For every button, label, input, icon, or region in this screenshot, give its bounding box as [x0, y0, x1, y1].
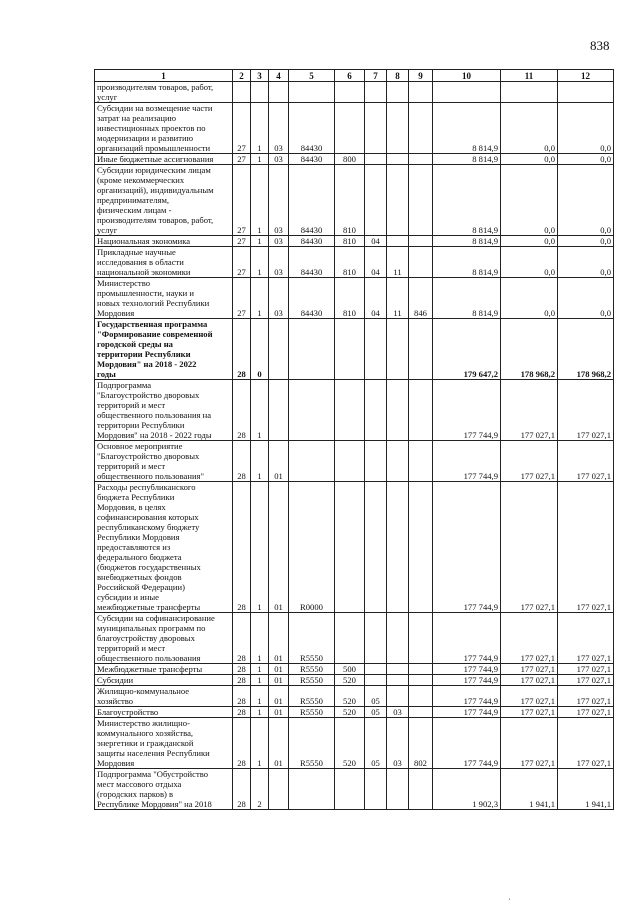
cell-8: [387, 103, 409, 154]
column-header: 8: [387, 70, 409, 82]
cell-10: 177 744,9: [433, 686, 501, 707]
cell-8: [387, 236, 409, 247]
table-row: [95, 154, 614, 165]
table-row: [95, 686, 614, 707]
cell-5: [289, 769, 335, 810]
cell-2: 28: [233, 769, 251, 810]
cell-12: 0,0: [558, 247, 614, 278]
cell-3: 1: [251, 686, 269, 707]
column-header: 9: [409, 70, 433, 82]
cell-2: 28: [233, 718, 251, 769]
cell-8: [387, 154, 409, 165]
cell-4: [269, 319, 289, 380]
table-row: [95, 664, 614, 675]
cell-10: 8 814,9: [433, 103, 501, 154]
table-row: [95, 380, 614, 441]
cell-4: 01: [269, 675, 289, 686]
table-row: [95, 482, 614, 613]
cell-2: 27: [233, 154, 251, 165]
cell-3: 1: [251, 482, 269, 613]
cell-10: 177 744,9: [433, 380, 501, 441]
cell-3: 0: [251, 319, 269, 380]
table-row: [95, 247, 614, 278]
table-row: [95, 675, 614, 686]
cell-8: [387, 482, 409, 613]
cell-12: 177 027,1: [558, 380, 614, 441]
cell-7: 05: [365, 686, 387, 707]
row-label: Подпрограмма "Благоустройство дворовых территорий и мест общественного пользования на территории Республики Мордовия" на 2018 - 2022 годы: [95, 380, 233, 441]
cell-10: 8 814,9: [433, 154, 501, 165]
cell-4: [269, 82, 289, 103]
cell-9: [409, 103, 433, 154]
cell-3: 1: [251, 165, 269, 236]
cell-8: [387, 664, 409, 675]
cell-12: 0,0: [558, 236, 614, 247]
cell-7: [365, 769, 387, 810]
cell-3: 1: [251, 103, 269, 154]
cell-11: 0,0: [501, 154, 558, 165]
column-header: 4: [269, 70, 289, 82]
cell-4: 01: [269, 613, 289, 664]
cell-5: R0000: [289, 482, 335, 613]
cell-9: 802: [409, 718, 433, 769]
cell-3: 1: [251, 707, 269, 718]
cell-12: 177 027,1: [558, 686, 614, 707]
cell-9: [409, 675, 433, 686]
cell-12: 178 968,2: [558, 319, 614, 380]
cell-6: 520: [335, 718, 365, 769]
cell-6: [335, 441, 365, 482]
cell-10: 177 744,9: [433, 675, 501, 686]
cell-5: R5550: [289, 718, 335, 769]
table-row: [95, 707, 614, 718]
cell-11: 0,0: [501, 247, 558, 278]
cell-6: 810: [335, 247, 365, 278]
cell-5: R5550: [289, 675, 335, 686]
cell-5: 84430: [289, 247, 335, 278]
cell-5: 84430: [289, 278, 335, 319]
cell-7: [365, 675, 387, 686]
cell-11: 177 027,1: [501, 664, 558, 675]
row-label: Государственная программа "Формирование современной городской среды на территории Республики Мордовия" на 2018 - 2022 годы: [95, 319, 233, 380]
cell-10: 177 744,9: [433, 613, 501, 664]
cell-11: 0,0: [501, 165, 558, 236]
cell-12: 0,0: [558, 103, 614, 154]
row-label: Межбюджетные трансферты: [95, 664, 233, 675]
cell-6: [335, 103, 365, 154]
cell-9: [409, 482, 433, 613]
cell-6: 520: [335, 686, 365, 707]
cell-9: [409, 441, 433, 482]
cell-8: 11: [387, 247, 409, 278]
cell-8: [387, 613, 409, 664]
cell-8: [387, 441, 409, 482]
cell-12: 1 941,1: [558, 769, 614, 810]
cell-7: [365, 82, 387, 103]
table-row: [95, 613, 614, 664]
table-row: [95, 82, 614, 103]
table-row: [95, 236, 614, 247]
cell-7: [365, 482, 387, 613]
cell-6: [335, 82, 365, 103]
cell-9: [409, 707, 433, 718]
cell-11: 178 968,2: [501, 319, 558, 380]
cell-8: 03: [387, 707, 409, 718]
cell-8: 11: [387, 278, 409, 319]
cell-6: [335, 319, 365, 380]
cell-11: 1 941,1: [501, 769, 558, 810]
budget-table: [94, 69, 614, 810]
cell-12: 177 027,1: [558, 482, 614, 613]
cell-7: 04: [365, 247, 387, 278]
cell-6: 800: [335, 154, 365, 165]
cell-2: 28: [233, 613, 251, 664]
cell-2: 28: [233, 441, 251, 482]
cell-5: [289, 441, 335, 482]
cell-2: 28: [233, 319, 251, 380]
page-number: 838: [590, 38, 610, 53]
cell-4: 03: [269, 103, 289, 154]
cell-12: 177 027,1: [558, 718, 614, 769]
table-row: [95, 165, 614, 236]
cell-11: [501, 82, 558, 103]
cell-8: [387, 769, 409, 810]
cell-5: 84430: [289, 165, 335, 236]
table-row: [95, 319, 614, 380]
cell-12: 0,0: [558, 278, 614, 319]
cell-4: [269, 380, 289, 441]
cell-6: 810: [335, 278, 365, 319]
cell-11: 177 027,1: [501, 707, 558, 718]
cell-12: 177 027,1: [558, 707, 614, 718]
cell-3: 1: [251, 675, 269, 686]
cell-9: [409, 154, 433, 165]
cell-12: 177 027,1: [558, 441, 614, 482]
cell-11: 177 027,1: [501, 686, 558, 707]
cell-3: 2: [251, 769, 269, 810]
cell-2: 27: [233, 278, 251, 319]
cell-9: [409, 247, 433, 278]
cell-9: 846: [409, 278, 433, 319]
column-header: 11: [501, 70, 558, 82]
cell-12: 0,0: [558, 154, 614, 165]
cell-7: [365, 664, 387, 675]
cell-11: 177 027,1: [501, 441, 558, 482]
cell-4: 03: [269, 247, 289, 278]
cell-7: [365, 441, 387, 482]
cell-9: [409, 82, 433, 103]
cell-9: [409, 380, 433, 441]
cell-5: R5550: [289, 707, 335, 718]
cell-6: 520: [335, 675, 365, 686]
cell-6: [335, 769, 365, 810]
cell-7: 04: [365, 236, 387, 247]
row-label: Прикладные научные исследования в области национальной экономики: [95, 247, 233, 278]
cell-12: 0,0: [558, 165, 614, 236]
cell-11: 177 027,1: [501, 380, 558, 441]
table-row: [95, 441, 614, 482]
row-label: Подпрограмма "Обустройство мест массового отдыха (городских парков) в Республике Мордовия" на 2018: [95, 769, 233, 810]
column-header: 3: [251, 70, 269, 82]
cell-10: 177 744,9: [433, 441, 501, 482]
cell-7: [365, 319, 387, 380]
row-label: Иные бюджетные ассигнования: [95, 154, 233, 165]
cell-2: 27: [233, 247, 251, 278]
cell-5: [289, 82, 335, 103]
cell-10: [433, 82, 501, 103]
cell-9: [409, 319, 433, 380]
cell-2: 28: [233, 482, 251, 613]
cell-9: [409, 613, 433, 664]
cell-11: 177 027,1: [501, 675, 558, 686]
cell-11: 177 027,1: [501, 482, 558, 613]
cell-3: 1: [251, 380, 269, 441]
cell-12: [558, 82, 614, 103]
cell-12: 177 027,1: [558, 664, 614, 675]
cell-10: 8 814,9: [433, 278, 501, 319]
cell-10: 8 814,9: [433, 236, 501, 247]
row-label: Расходы республиканского бюджета Республики Мордовия, в целях софинансирования которых республиканскому бюджету Республики Мордовия предоставляются из федерального бюджета (бюджетов государственных внебюджетных фондов Российской Федерации) субсидии и иные межбюджетные трансферты: [95, 482, 233, 613]
cell-5: [289, 319, 335, 380]
row-label: Субсидии на софинансирование муниципальных программ по благоустройству дворовых территорий и мест общественного пользования: [95, 613, 233, 664]
column-header: 1: [95, 70, 233, 82]
cell-7: 05: [365, 707, 387, 718]
cell-7: [365, 154, 387, 165]
cell-11: 0,0: [501, 236, 558, 247]
cell-4: 03: [269, 165, 289, 236]
row-label: Министерство промышленности, науки и новых технологий Республики Мордовия: [95, 278, 233, 319]
cell-12: 177 027,1: [558, 675, 614, 686]
cell-6: 520: [335, 707, 365, 718]
row-label: Министерство жилищно- коммунального хозяйства, энергетики и гражданской защиты населения Республики Мордовия: [95, 718, 233, 769]
cell-9: [409, 165, 433, 236]
cell-4: 01: [269, 707, 289, 718]
cell-12: 177 027,1: [558, 613, 614, 664]
cell-4: 01: [269, 686, 289, 707]
row-label: производителям товаров, работ, услуг: [95, 82, 233, 103]
cell-11: 0,0: [501, 103, 558, 154]
cell-6: 810: [335, 165, 365, 236]
cell-3: 1: [251, 236, 269, 247]
cell-4: 03: [269, 278, 289, 319]
cell-5: 84430: [289, 154, 335, 165]
cell-10: 177 744,9: [433, 707, 501, 718]
cell-2: 27: [233, 103, 251, 154]
cell-8: [387, 380, 409, 441]
table-row: [95, 278, 614, 319]
cell-10: 177 744,9: [433, 664, 501, 675]
cell-3: 1: [251, 613, 269, 664]
cell-5: R5550: [289, 686, 335, 707]
table-row: [95, 769, 614, 810]
header-row: [95, 70, 614, 82]
cell-7: [365, 103, 387, 154]
cell-6: 500: [335, 664, 365, 675]
cell-10: 1 902,3: [433, 769, 501, 810]
cell-7: [365, 380, 387, 441]
cell-6: 810: [335, 236, 365, 247]
cell-9: [409, 664, 433, 675]
cell-10: 8 814,9: [433, 165, 501, 236]
cell-10: 179 647,2: [433, 319, 501, 380]
column-header: 12: [558, 70, 614, 82]
cell-2: 27: [233, 236, 251, 247]
cell-5: [289, 380, 335, 441]
cell-7: [365, 165, 387, 236]
cell-11: 177 027,1: [501, 613, 558, 664]
cell-2: 27: [233, 165, 251, 236]
cell-2: 28: [233, 707, 251, 718]
table-row: [95, 718, 614, 769]
cell-6: [335, 613, 365, 664]
cell-4: [269, 769, 289, 810]
cell-3: 1: [251, 154, 269, 165]
cell-8: [387, 319, 409, 380]
column-header: 2: [233, 70, 251, 82]
cell-2: [233, 82, 251, 103]
cell-4: 01: [269, 441, 289, 482]
cell-5: 84430: [289, 103, 335, 154]
cell-10: 8 814,9: [433, 247, 501, 278]
cell-2: 28: [233, 686, 251, 707]
cell-8: [387, 165, 409, 236]
cell-3: 1: [251, 718, 269, 769]
cell-8: [387, 82, 409, 103]
table-row: [95, 103, 614, 154]
cell-7: 04: [365, 278, 387, 319]
cell-5: 84430: [289, 236, 335, 247]
cell-3: 1: [251, 247, 269, 278]
cell-2: 28: [233, 664, 251, 675]
cell-4: 03: [269, 236, 289, 247]
cell-7: 05: [365, 718, 387, 769]
column-header: 7: [365, 70, 387, 82]
cell-8: [387, 686, 409, 707]
column-header: 10: [433, 70, 501, 82]
column-header: 6: [335, 70, 365, 82]
row-label: Субсидии: [95, 675, 233, 686]
cell-10: 177 744,9: [433, 718, 501, 769]
cell-3: [251, 82, 269, 103]
cell-11: 177 027,1: [501, 718, 558, 769]
cell-3: 1: [251, 441, 269, 482]
cell-8: [387, 675, 409, 686]
column-header: 5: [289, 70, 335, 82]
row-label: Благоустройство: [95, 707, 233, 718]
cell-10: 177 744,9: [433, 482, 501, 613]
table-body: [95, 82, 614, 810]
cell-5: R5550: [289, 664, 335, 675]
cell-9: [409, 236, 433, 247]
cell-4: 01: [269, 664, 289, 675]
row-label: Жилищно-коммунальное хозяйство: [95, 686, 233, 707]
cell-6: [335, 380, 365, 441]
cell-3: 1: [251, 278, 269, 319]
cell-4: 01: [269, 718, 289, 769]
cell-4: 01: [269, 482, 289, 613]
row-label: Основное мероприятие "Благоустройство дворовых территорий и мест общественного пользования": [95, 441, 233, 482]
cell-4: 03: [269, 154, 289, 165]
cell-6: [335, 482, 365, 613]
cell-2: 28: [233, 675, 251, 686]
cell-7: [365, 613, 387, 664]
cell-8: 03: [387, 718, 409, 769]
row-label: Национальная экономика: [95, 236, 233, 247]
cell-9: [409, 686, 433, 707]
row-label: Субсидии юридическим лицам (кроме некоммерческих организаций), индивидуальным предпринимателям, физическим лицам - производителям товаров, работ, услуг: [95, 165, 233, 236]
cell-2: 28: [233, 380, 251, 441]
cell-9: [409, 769, 433, 810]
cell-11: 0,0: [501, 278, 558, 319]
cell-3: 1: [251, 664, 269, 675]
cell-5: R5550: [289, 613, 335, 664]
row-label: Субсидии на возмещение части затрат на реализацию инвестиционных проектов по модернизации и развитию организаций промышленности: [95, 103, 233, 154]
